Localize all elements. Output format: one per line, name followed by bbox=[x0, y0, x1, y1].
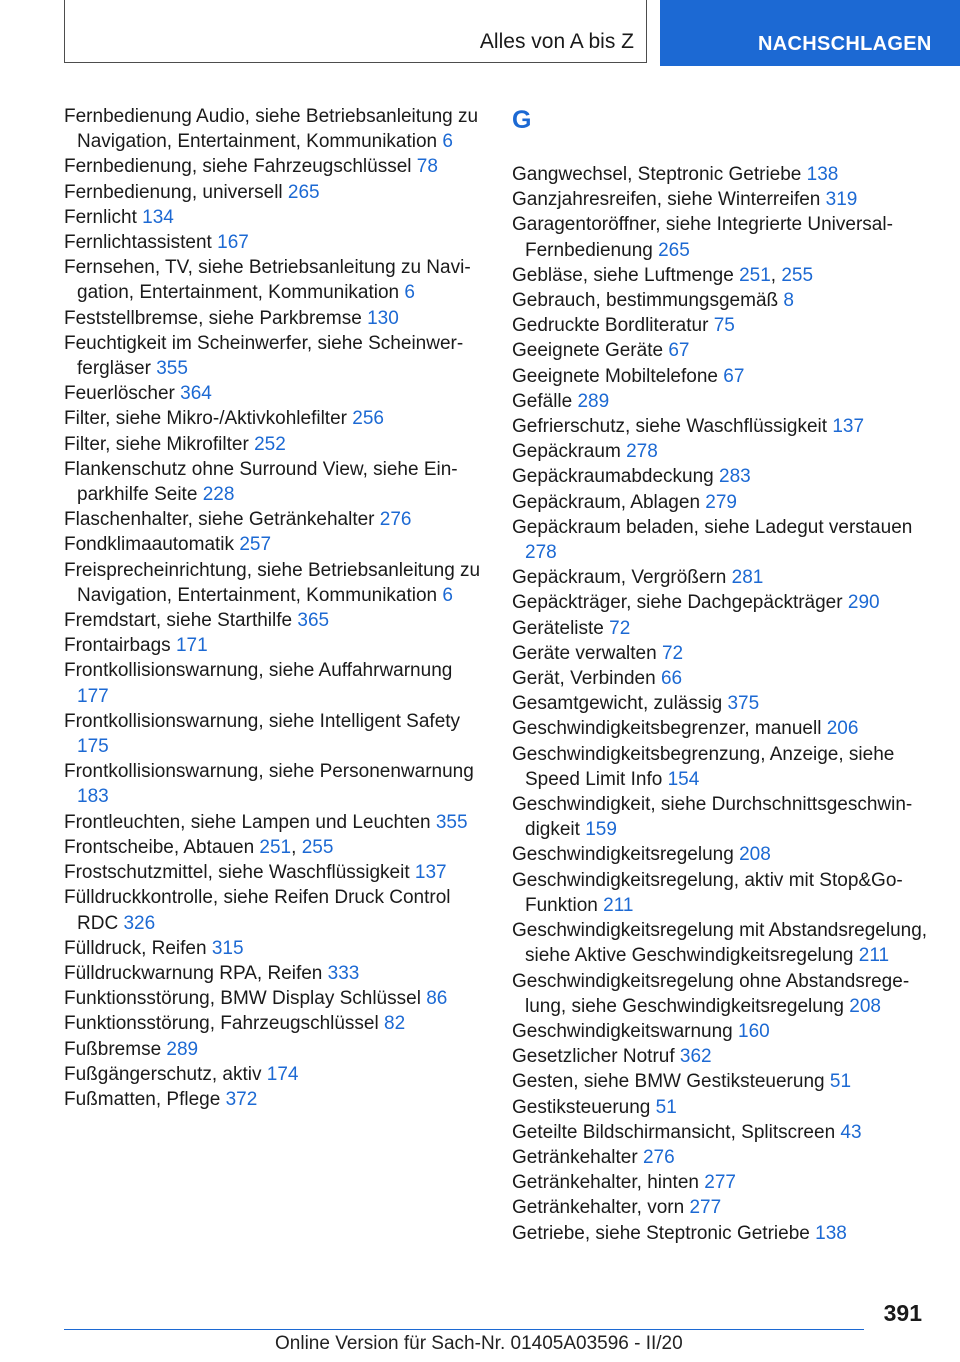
index-entry bbox=[64, 608, 484, 633]
index-entry bbox=[64, 885, 484, 935]
page-reference-link[interactable]: 130 bbox=[367, 307, 399, 329]
index-entry-text: Gebläse, siehe Luftmenge bbox=[512, 264, 734, 286]
index-entry bbox=[512, 490, 932, 515]
index-entry bbox=[64, 180, 484, 205]
page-reference-link[interactable]: 333 bbox=[327, 962, 360, 984]
index-entry-text: Fremdstart, siehe Starthilfe bbox=[64, 610, 293, 632]
index-entry-text: Frontkollisionswarnung, siehe Intelligent Safety bbox=[64, 710, 461, 732]
index-entry bbox=[64, 936, 484, 961]
page-reference-link[interactable]: 183 bbox=[77, 786, 109, 808]
index-entry bbox=[512, 212, 932, 262]
page-reference-link[interactable]: 372 bbox=[225, 1088, 258, 1110]
index-entry-list bbox=[512, 162, 932, 1246]
index-entry-text: Gestiksteuerung bbox=[512, 1096, 651, 1118]
page-reference-link[interactable]: 208 bbox=[849, 995, 881, 1017]
index-entry bbox=[64, 709, 484, 759]
index-entry bbox=[512, 565, 932, 590]
page-reference-link[interactable]: 283 bbox=[719, 466, 751, 488]
index-entry bbox=[64, 1037, 484, 1062]
page-reference-link[interactable]: 252 bbox=[254, 433, 286, 455]
index-entry bbox=[512, 1095, 932, 1120]
index-entry-text: Gedruckte Bordliteratur bbox=[512, 315, 709, 337]
index-entry bbox=[64, 1011, 484, 1036]
page-reference-link[interactable]: 255 bbox=[301, 836, 334, 858]
index-entry-text: Geschwindigkeitsregelung, aktiv mit Stop&Go-Funktion bbox=[512, 869, 903, 916]
page-reference-link[interactable]: 276 bbox=[379, 509, 412, 531]
page-reference-link[interactable]: 265 bbox=[287, 181, 320, 203]
index-entry bbox=[64, 457, 484, 507]
index-entry bbox=[64, 860, 484, 885]
index-entry bbox=[512, 1221, 932, 1246]
index-entry bbox=[512, 439, 932, 464]
page-reference-link[interactable]: 43 bbox=[840, 1121, 862, 1143]
index-entry-text: Geschwindigkeit, siehe Durchschnittsgeschwindigkeit bbox=[512, 794, 913, 841]
index-entry: Frontscheibe, Abtauen 251, 255 bbox=[64, 836, 334, 858]
page-reference-link[interactable]: 171 bbox=[175, 635, 208, 657]
page-reference-link[interactable]: 66 bbox=[660, 668, 683, 690]
index-entry bbox=[64, 1087, 484, 1112]
page-reference-link[interactable]: 206 bbox=[826, 718, 859, 740]
index-entry-text: Fülldruckwarnung RPA, Reifen bbox=[64, 962, 323, 984]
page-reference-link[interactable]: 160 bbox=[738, 1020, 770, 1042]
index-letter-heading: G bbox=[512, 106, 532, 134]
page-reference-link[interactable]: 211 bbox=[603, 894, 634, 916]
index-entry bbox=[512, 716, 932, 741]
index-entry-text: Gepäckraum beladen, siehe Ladegut verstauen bbox=[512, 516, 913, 538]
page-reference-link[interactable]: 154 bbox=[667, 768, 700, 790]
index-entry-text: Getränkehalter, vorn bbox=[512, 1197, 685, 1219]
page-reference-link[interactable]: 82 bbox=[384, 1013, 406, 1035]
page-reference-link[interactable]: 6 bbox=[442, 584, 453, 606]
page-number: 391 bbox=[883, 1300, 922, 1326]
index-entry bbox=[64, 306, 484, 331]
index-entry-text: Garagentoröffner, siehe Integrierte Universal-Fernbedienung bbox=[512, 214, 893, 261]
index-entry-text: Geschwindigkeitsbegrenzung, Anzeige, siehe Speed Limit Info bbox=[512, 743, 895, 790]
index-entry-text: Filter, siehe Mikro-/Aktivkohlefilter bbox=[64, 408, 347, 430]
index-entry-text: Feuchtigkeit im Scheinwerfer, siehe Scheinwerfergläser bbox=[64, 332, 464, 380]
index-entry bbox=[512, 842, 932, 867]
index-column-right bbox=[512, 104, 932, 1246]
page-reference-link[interactable]: 159 bbox=[585, 819, 617, 841]
section-title: Alles von A bis Z bbox=[479, 30, 634, 53]
index-entry-text: Geschwindigkeitsregelung mit Abstandsregelung, siehe Aktive Geschwindigkeitsregelung bbox=[512, 920, 928, 967]
page-reference-link[interactable]: 326 bbox=[123, 912, 156, 934]
index-entry-text: Feuerlöscher bbox=[64, 383, 175, 405]
index-entry-text: Gefälle bbox=[512, 390, 573, 412]
index-entry: Gebläse, siehe Luftmenge 251, 255 bbox=[512, 264, 814, 286]
index-entry bbox=[64, 154, 484, 179]
index-entry-text: Funktionsstörung, BMW Display Schlüssel bbox=[64, 988, 421, 1010]
footer-version-text: Online Version für Sach-Nr. 01405A03596 - II/20 bbox=[275, 1333, 683, 1354]
index-entry bbox=[64, 255, 484, 305]
page-reference-link[interactable]: 257 bbox=[239, 534, 272, 556]
index-entry bbox=[512, 1019, 932, 1044]
index-entry-text: Gepäckraum, Ablagen bbox=[512, 491, 701, 513]
page-reference-link[interactable]: 6 bbox=[404, 282, 415, 304]
index-entry bbox=[64, 658, 484, 708]
index-entry-text: Fußmatten, Pflege bbox=[64, 1088, 221, 1110]
index-entry-text: Gepäckraum bbox=[512, 441, 621, 463]
page-reference-link[interactable]: 278 bbox=[626, 441, 658, 463]
index-entry-text: Fernlichtassistent bbox=[64, 232, 212, 254]
page-reference-link[interactable]: 72 bbox=[609, 617, 631, 639]
index-entry bbox=[64, 1062, 484, 1087]
index-column-left bbox=[64, 104, 484, 1112]
page-reference-link[interactable]: 362 bbox=[679, 1046, 712, 1068]
index-entry-text: Fernbedienung, universell bbox=[64, 181, 283, 203]
index-entry bbox=[512, 313, 932, 338]
index-entry-text: Frontkollisionswarnung, siehe Personenwarnung bbox=[64, 761, 474, 783]
index-entry-text: Geteilte Bildschirmansicht, Splitscreen bbox=[512, 1121, 836, 1143]
index-entry-text: Fernlicht bbox=[64, 206, 137, 228]
page-reference-link[interactable]: 265 bbox=[658, 239, 690, 261]
index-entry bbox=[512, 691, 932, 716]
index-entry bbox=[512, 338, 932, 363]
page-reference-link[interactable]: 211 bbox=[858, 945, 890, 967]
index-entry-text: Getränkehalter, hinten bbox=[512, 1172, 699, 1194]
page-reference-link[interactable]: 228 bbox=[202, 484, 235, 506]
index-entry bbox=[512, 742, 932, 792]
chapter-tab-label: NACHSCHLAGEN bbox=[758, 33, 932, 55]
page-reference-link[interactable]: 86 bbox=[426, 988, 448, 1010]
page-reference-link[interactable]: 51 bbox=[829, 1071, 852, 1093]
index-entry-text: Gebrauch, bestimmungsgemäß bbox=[512, 290, 779, 312]
index-entry-text: Getriebe, siehe Steptronic Getriebe bbox=[512, 1222, 810, 1244]
index-entry-text: Gesetzlicher Notruf bbox=[512, 1046, 675, 1068]
index-entry bbox=[512, 616, 932, 641]
index-entry bbox=[512, 590, 932, 615]
section-title-box bbox=[64, 0, 647, 63]
page-reference-link[interactable]: 290 bbox=[847, 592, 880, 614]
index-entry-text: Gangwechsel, Steptronic Getriebe bbox=[512, 164, 802, 185]
index-entry-text: Funktionsstörung, Fahrzeugschlüssel bbox=[64, 1013, 379, 1035]
index-entry-text: Geeignete Mobiltelefone bbox=[512, 365, 718, 387]
index-entry-text: Frontscheibe, Abtauen bbox=[64, 836, 255, 858]
page-reference-link[interactable]: 315 bbox=[211, 937, 244, 959]
index-entry bbox=[64, 558, 484, 608]
index-entry bbox=[512, 1120, 932, 1145]
index-entry-text: Geschwindigkeitsbegrenzer, manuell bbox=[512, 718, 822, 740]
index-entry-text: Gerät, Verbinden bbox=[512, 668, 656, 690]
index-entry-text: Frostschutzmittel, siehe Waschflüssigkeit bbox=[64, 862, 410, 884]
page-reference-link[interactable]: 364 bbox=[180, 383, 212, 405]
index-entry-text: Fußgängerschutz, aktiv bbox=[64, 1063, 262, 1085]
page-reference-link[interactable]: 319 bbox=[825, 189, 858, 211]
page-reference-link[interactable]: 277 bbox=[689, 1197, 722, 1219]
index-entry-text: Geräte verwalten bbox=[512, 642, 657, 664]
index-entry-text: Flankenschutz ohne Surround View, siehe Einparkhilfe Seite bbox=[64, 458, 458, 506]
index-entry bbox=[512, 641, 932, 666]
page-reference-link[interactable]: 78 bbox=[416, 156, 438, 178]
page-reference-link[interactable]: 281 bbox=[731, 567, 764, 589]
index-entry bbox=[512, 162, 932, 187]
index-entry bbox=[64, 633, 484, 658]
page-reference-link[interactable]: 177 bbox=[77, 685, 109, 707]
index-entry bbox=[512, 364, 932, 389]
page-reference-link[interactable]: 365 bbox=[297, 610, 330, 632]
index-entry-text: Getränkehalter bbox=[512, 1146, 638, 1168]
page-reference-link[interactable]: 8 bbox=[783, 290, 794, 312]
page-reference-link[interactable]: 255 bbox=[781, 264, 814, 286]
index-entry-text: Geschwindigkeitsregelung bbox=[512, 844, 734, 866]
page-reference-link[interactable]: 289 bbox=[166, 1038, 199, 1060]
index-entry-text: Geeignete Geräte bbox=[512, 340, 664, 362]
index-entry bbox=[512, 515, 932, 565]
index-entry-text: Fußbremse bbox=[64, 1038, 162, 1060]
index-entry bbox=[512, 389, 932, 414]
page-reference-link[interactable]: 289 bbox=[577, 390, 610, 412]
index-entry-text: Freisprecheinrichtung, siehe Betriebsanleitung zu Navigation, Entertainment, Kommunikation bbox=[64, 559, 481, 606]
index-entry-text: Geschwindigkeitswarnung bbox=[512, 1020, 733, 1042]
index-entry-text: Flaschenhalter, siehe Getränkehalter bbox=[64, 509, 375, 531]
index-entry-text: Geräteliste bbox=[512, 617, 604, 639]
index-entry bbox=[512, 1044, 932, 1069]
index-entry-text: Ganzjahresreifen, siehe Winterreifen bbox=[512, 189, 821, 211]
page-reference-link[interactable]: 279 bbox=[705, 491, 737, 513]
page-reference-link[interactable]: 208 bbox=[739, 844, 771, 866]
index-entry bbox=[64, 230, 484, 255]
page-reference-link[interactable]: 72 bbox=[661, 642, 684, 664]
page-reference-link[interactable]: 51 bbox=[655, 1096, 677, 1118]
index-entry bbox=[64, 406, 484, 431]
page-reference-link[interactable]: 251 bbox=[259, 836, 292, 858]
index-entry-text: Gesamtgewicht, zulässig bbox=[512, 693, 723, 715]
index-entry-text: Filter, siehe Mikrofilter bbox=[64, 433, 249, 455]
page-reference-link[interactable]: 67 bbox=[668, 340, 690, 362]
index-entry bbox=[512, 1069, 932, 1094]
page-reference-link[interactable]: 174 bbox=[266, 1063, 299, 1085]
page-reference-link[interactable]: 67 bbox=[723, 365, 745, 387]
index-entry bbox=[64, 381, 484, 406]
index-entry-text: Gepäckträger, siehe Dachgepäckträger bbox=[512, 592, 843, 614]
index-entry-text: Frontairbags bbox=[64, 635, 171, 657]
index-entry bbox=[512, 792, 932, 842]
index-entry-text: Fernsehen, TV, siehe Betriebsanleitung zu Navigation, Entertainment, Kommunikation bbox=[64, 257, 471, 304]
page-reference-link[interactable]: 277 bbox=[704, 1172, 736, 1194]
index-entry bbox=[512, 666, 932, 691]
index-entry bbox=[512, 464, 932, 489]
page-reference-link[interactable]: 138 bbox=[806, 164, 839, 185]
index-entry bbox=[64, 331, 484, 381]
index-entry bbox=[64, 810, 484, 835]
page-reference-link[interactable]: 375 bbox=[727, 693, 760, 715]
page-reference-link[interactable]: 278 bbox=[525, 542, 557, 564]
index-entry-text: Gefrierschutz, siehe Waschflüssigkeit bbox=[512, 416, 828, 438]
index-entry bbox=[64, 532, 484, 557]
index-entry-text: Frontleuchten, siehe Lampen und Leuchten bbox=[64, 811, 431, 833]
page-reference-link[interactable]: 167 bbox=[217, 232, 249, 254]
page-reference-link[interactable]: 251 bbox=[739, 264, 771, 286]
page-reference-link[interactable]: 175 bbox=[77, 736, 109, 758]
index-entry bbox=[512, 187, 932, 212]
page-reference-link[interactable]: 276 bbox=[642, 1146, 675, 1168]
index-entry bbox=[64, 104, 484, 154]
index-entry-text: Feststellbremse, siehe Parkbremse bbox=[64, 307, 362, 329]
index-entry bbox=[64, 507, 484, 532]
index-entry-text: Gesten, siehe BMW Gestiksteuerung bbox=[512, 1071, 825, 1093]
index-entry-text: Gepäckraumabdeckung bbox=[512, 466, 714, 488]
index-entry bbox=[512, 1170, 932, 1195]
index-entry-text: Geschwindigkeitsregelung ohne Abstandsregelung, siehe Geschwindigkeitsregelung bbox=[512, 970, 910, 1017]
page-reference-link[interactable]: 355 bbox=[435, 811, 468, 833]
footer-divider bbox=[64, 1329, 864, 1330]
page-reference-link[interactable]: 6 bbox=[442, 131, 453, 153]
index-entry bbox=[64, 205, 484, 230]
index-entry bbox=[512, 1195, 932, 1220]
page-reference-link[interactable]: 134 bbox=[142, 206, 174, 228]
index-entry bbox=[512, 1145, 932, 1170]
page-reference-link[interactable]: 137 bbox=[832, 416, 865, 438]
page-reference-link[interactable]: 355 bbox=[156, 358, 188, 380]
index-entry bbox=[512, 918, 932, 968]
index-entry-text: Fernbedienung Audio, siehe Betriebsanleitung zu Navigation, Entertainment, Kommunikation bbox=[64, 106, 479, 153]
page-header bbox=[0, 0, 960, 66]
index-entry bbox=[64, 759, 484, 809]
index-entry-text: Fülldruckkontrolle, siehe Reifen Druck Control RDC bbox=[64, 887, 451, 934]
page-reference-link[interactable]: 75 bbox=[713, 315, 735, 337]
index-entry bbox=[512, 868, 932, 918]
index-entry-text: Fondklimaautomatik bbox=[64, 534, 235, 556]
index-entry bbox=[64, 961, 484, 986]
index-entry bbox=[64, 432, 484, 457]
index-entry-text: Gepäckraum, Vergrößern bbox=[512, 567, 727, 589]
index-entry bbox=[512, 969, 932, 1019]
page-reference-link[interactable]: 137 bbox=[414, 862, 447, 884]
index-entry bbox=[64, 986, 484, 1011]
index-entry bbox=[512, 288, 932, 313]
chapter-tab[interactable] bbox=[660, 0, 960, 66]
index-entry bbox=[512, 414, 932, 439]
index-entry-text: Fernbedienung, siehe Fahrzeugschlüssel bbox=[64, 156, 412, 178]
page-reference-link[interactable]: 138 bbox=[815, 1222, 847, 1244]
index-entry-text: Fülldruck, Reifen bbox=[64, 937, 207, 959]
index-entry-text: Frontkollisionswarnung, siehe Auffahrwarnung bbox=[64, 660, 453, 682]
page-reference-link[interactable]: 256 bbox=[352, 408, 384, 430]
